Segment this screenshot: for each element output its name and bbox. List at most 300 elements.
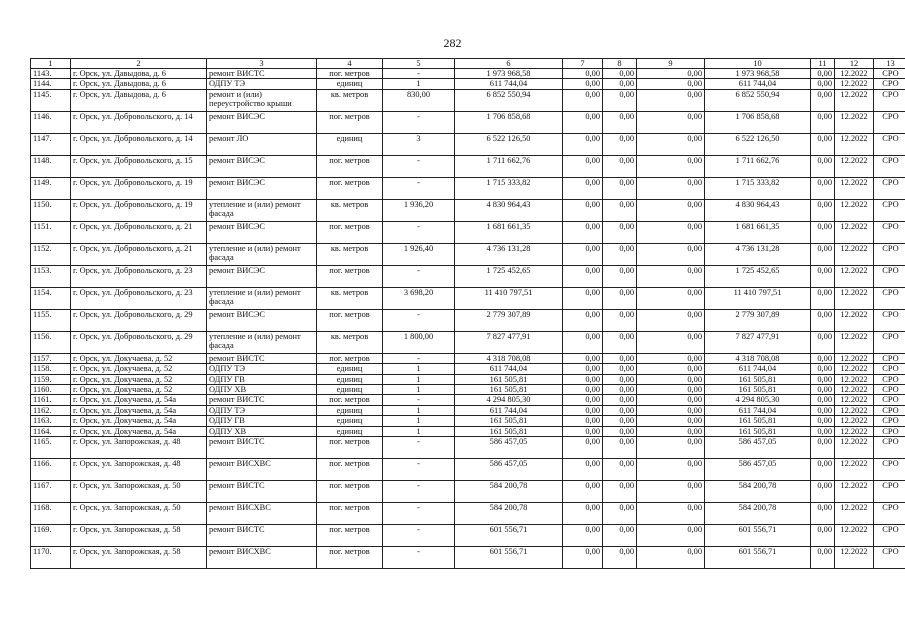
table-cell: 0,00 (563, 395, 603, 405)
table-cell: 0,00 (637, 155, 705, 177)
table-cell: ремонт и (или) переустройство крыши (207, 89, 317, 111)
table-cell: 0,00 (603, 331, 637, 353)
table-cell: ремонт ВИСЭС (207, 155, 317, 177)
header-cell: 7 (563, 59, 603, 69)
table-cell: единиц (317, 426, 383, 436)
table-cell: 0,00 (811, 177, 835, 199)
table-cell: 1143. (31, 69, 71, 79)
table-cell: 1 (383, 374, 455, 384)
table-cell: пог. метров (317, 309, 383, 331)
table-cell: СРО (874, 155, 905, 177)
table-cell: 12.2022 (835, 374, 874, 384)
table-cell: 1 (383, 385, 455, 395)
table-cell: пог. метров (317, 481, 383, 503)
table-cell: 12.2022 (835, 79, 874, 89)
table-cell: г. Орск, ул. Запорожская, д. 50 (71, 503, 207, 525)
table-cell: 4 294 805,30 (705, 395, 811, 405)
table-cell: 12.2022 (835, 199, 874, 221)
table-cell: 1161. (31, 395, 71, 405)
table-cell: ремонт ВИСЭС (207, 221, 317, 243)
table-cell: пог. метров (317, 395, 383, 405)
table-cell: 1167. (31, 481, 71, 503)
table-cell: 0,00 (563, 385, 603, 395)
table-cell: СРО (874, 111, 905, 133)
table-cell: 0,00 (603, 89, 637, 111)
table-cell: г. Орск, ул. Добровольского, д. 21 (71, 243, 207, 265)
table-cell: СРО (874, 89, 905, 111)
table-cell: 611 744,04 (455, 79, 563, 89)
table-cell: 0,00 (811, 503, 835, 525)
table-cell: 0,00 (811, 525, 835, 547)
table-row (31, 243, 905, 265)
table-cell: 0,00 (603, 503, 637, 525)
table-cell: 0,00 (637, 69, 705, 79)
table-cell: 11 410 797,51 (455, 287, 563, 309)
table-cell: 4 830 964,43 (705, 199, 811, 221)
table-cell: 586 457,05 (455, 459, 563, 481)
table-cell: 586 457,05 (705, 437, 811, 459)
table-cell: 12.2022 (835, 309, 874, 331)
table-cell: 0,00 (811, 353, 835, 363)
table-cell: 0,00 (637, 331, 705, 353)
table-cell: 12.2022 (835, 89, 874, 111)
table-cell: г. Орск, ул. Давыдова, д. 6 (71, 89, 207, 111)
table-cell: 0,00 (637, 265, 705, 287)
table-cell: 1145. (31, 89, 71, 111)
table-cell: г. Орск, ул. Запорожская, д. 50 (71, 481, 207, 503)
table-cell: 0,00 (637, 374, 705, 384)
table-cell: 161 505,81 (705, 374, 811, 384)
table-row (31, 199, 905, 221)
table-cell: ремонт ВИСТС (207, 353, 317, 363)
table-cell: 0,00 (603, 265, 637, 287)
table-cell: 0,00 (637, 395, 705, 405)
table-cell: 601 556,71 (705, 547, 811, 569)
table-cell: 1 936,20 (383, 199, 455, 221)
table-cell: ремонт ВИСТС (207, 395, 317, 405)
table-body (31, 69, 905, 569)
table-cell: 6 522 126,50 (455, 133, 563, 155)
table-cell: 0,00 (603, 287, 637, 309)
table-cell: 0,00 (811, 331, 835, 353)
table-cell: СРО (874, 287, 905, 309)
table-cell: ОДПУ ГВ (207, 416, 317, 426)
table-cell: 0,00 (811, 69, 835, 79)
table-cell: 1 (383, 79, 455, 89)
table-cell: 0,00 (637, 525, 705, 547)
table-cell: 3 (383, 133, 455, 155)
table-cell: г. Орск, ул. Запорожская, д. 58 (71, 547, 207, 569)
table-cell: 0,00 (563, 221, 603, 243)
table-cell: кв. метров (317, 89, 383, 111)
table-cell: 2 779 307,89 (455, 309, 563, 331)
table-cell: 0,00 (563, 437, 603, 459)
table-cell: 1 711 662,76 (455, 155, 563, 177)
table-cell: 0,00 (603, 133, 637, 155)
table-cell: 0,00 (603, 416, 637, 426)
table-cell: 0,00 (811, 416, 835, 426)
table-cell: 1166. (31, 459, 71, 481)
table-cell: 0,00 (603, 437, 637, 459)
table-cell: 584 200,78 (455, 503, 563, 525)
table-cell: 1 (383, 416, 455, 426)
table-cell: СРО (874, 309, 905, 331)
capital-repair-table (30, 58, 905, 569)
table-cell: 0,00 (811, 133, 835, 155)
table-cell: СРО (874, 416, 905, 426)
table-cell: - (383, 155, 455, 177)
table-cell: 1155. (31, 309, 71, 331)
table-cell: 12.2022 (835, 547, 874, 569)
table-cell: 0,00 (603, 426, 637, 436)
table-cell: пог. метров (317, 525, 383, 547)
page-number: 282 (443, 36, 462, 50)
table-cell: г. Орск, ул. Добровольского, д. 19 (71, 199, 207, 221)
table-cell: г. Орск, ул. Добровольского, д. 14 (71, 133, 207, 155)
table-cell: 0,00 (811, 395, 835, 405)
header-cell: 2 (71, 59, 207, 69)
table-row (31, 437, 905, 459)
table-cell: СРО (874, 385, 905, 395)
table-cell: кв. метров (317, 331, 383, 353)
table-row (31, 525, 905, 547)
table-row (31, 155, 905, 177)
table-cell: 11 410 797,51 (705, 287, 811, 309)
table-cell: утепление и (или) ремонт фасада (207, 243, 317, 265)
table-cell: 7 827 477,91 (705, 331, 811, 353)
table-cell: 1 725 452,65 (705, 265, 811, 287)
table-cell: 0,00 (637, 177, 705, 199)
table-cell: 1 926,40 (383, 243, 455, 265)
table-row (31, 426, 905, 436)
table-cell: 12.2022 (835, 133, 874, 155)
header-cell: 11 (811, 59, 835, 69)
table-cell: 0,00 (637, 426, 705, 436)
table-cell: 1147. (31, 133, 71, 155)
table-cell: 12.2022 (835, 111, 874, 133)
table-cell: г. Орск, ул. Докучаева, д. 54а (71, 395, 207, 405)
table-cell: 0,00 (563, 79, 603, 89)
table-cell: СРО (874, 459, 905, 481)
table-cell: 0,00 (603, 69, 637, 79)
table-cell: 586 457,05 (455, 437, 563, 459)
table-cell: г. Орск, ул. Докучаева, д. 54а (71, 405, 207, 415)
table-cell: 0,00 (637, 89, 705, 111)
table-cell: ремонт ВИСТС (207, 69, 317, 79)
header-cell: 10 (705, 59, 811, 69)
table-cell: 6 852 550,94 (705, 89, 811, 111)
table-cell: 0,00 (637, 287, 705, 309)
table-cell: 830,00 (383, 89, 455, 111)
table-cell: 1 715 333,82 (705, 177, 811, 199)
table-cell: 0,00 (563, 133, 603, 155)
table-cell: ремонт ВИСТС (207, 481, 317, 503)
table-cell: 1163. (31, 416, 71, 426)
table-cell: 0,00 (811, 199, 835, 221)
table-row (31, 481, 905, 503)
table-cell: 584 200,78 (705, 503, 811, 525)
table-cell: 0,00 (563, 364, 603, 374)
table-cell: г. Орск, ул. Запорожская, д. 48 (71, 437, 207, 459)
table-cell: 0,00 (811, 364, 835, 374)
table-cell: 1 706 858,68 (705, 111, 811, 133)
table-cell: СРО (874, 426, 905, 436)
table-cell: 0,00 (811, 111, 835, 133)
table-cell: 0,00 (811, 287, 835, 309)
table-cell: 0,00 (563, 459, 603, 481)
table-cell: СРО (874, 503, 905, 525)
table-cell: 1159. (31, 374, 71, 384)
table-cell: 1148. (31, 155, 71, 177)
table-cell: 0,00 (603, 364, 637, 374)
table-cell: СРО (874, 79, 905, 89)
table-cell: 12.2022 (835, 525, 874, 547)
table-cell: 611 744,04 (705, 79, 811, 89)
table-row (31, 364, 905, 374)
table-cell: СРО (874, 525, 905, 547)
table-cell: ремонт ВИСЭС (207, 177, 317, 199)
table-cell: 4 294 805,30 (455, 395, 563, 405)
table-cell: 1 973 968,58 (455, 69, 563, 79)
table-cell: 0,00 (637, 364, 705, 374)
table-cell: 1169. (31, 525, 71, 547)
table-cell: 1152. (31, 243, 71, 265)
table-cell: ремонт ВИСХВС (207, 459, 317, 481)
table-cell: 1 (383, 405, 455, 415)
table-cell: 0,00 (603, 353, 637, 363)
table-cell: 0,00 (811, 309, 835, 331)
table-cell: пог. метров (317, 265, 383, 287)
table-cell: единиц (317, 133, 383, 155)
table-cell: г. Орск, ул. Добровольского, д. 29 (71, 331, 207, 353)
table-cell: 1157. (31, 353, 71, 363)
table-row (31, 69, 905, 79)
table-cell: 1149. (31, 177, 71, 199)
table-cell: СРО (874, 374, 905, 384)
table-cell: пог. метров (317, 155, 383, 177)
table-cell: г. Орск, ул. Добровольского, д. 21 (71, 221, 207, 243)
table-cell: СРО (874, 177, 905, 199)
table-row (31, 385, 905, 395)
table-cell: 161 505,81 (455, 374, 563, 384)
table-cell: СРО (874, 353, 905, 363)
table-cell: 0,00 (603, 405, 637, 415)
table-cell: 0,00 (811, 374, 835, 384)
table-cell: 0,00 (811, 243, 835, 265)
table-row (31, 331, 905, 353)
table-cell: 1 681 661,35 (705, 221, 811, 243)
table-cell: ремонт ВИСЭС (207, 111, 317, 133)
table-cell: пог. метров (317, 459, 383, 481)
header-cell: 12 (835, 59, 874, 69)
table-cell: - (383, 459, 455, 481)
table-cell: - (383, 221, 455, 243)
table-row (31, 111, 905, 133)
table-cell: 0,00 (563, 309, 603, 331)
table-cell: 6 852 550,94 (455, 89, 563, 111)
table-cell: 12.2022 (835, 221, 874, 243)
header-cell: 4 (317, 59, 383, 69)
table-cell: 1165. (31, 437, 71, 459)
table-cell: пог. метров (317, 221, 383, 243)
header-cell: 6 (455, 59, 563, 69)
table-cell: утепление и (или) ремонт фасада (207, 287, 317, 309)
table-cell: СРО (874, 331, 905, 353)
table-cell: - (383, 177, 455, 199)
table-cell: - (383, 111, 455, 133)
table-cell: 4 318 708,08 (705, 353, 811, 363)
table-cell: 12.2022 (835, 405, 874, 415)
table-cell: г. Орск, ул. Добровольского, д. 23 (71, 265, 207, 287)
table-cell: кв. метров (317, 243, 383, 265)
table-cell: 161 505,81 (455, 426, 563, 436)
table-cell: единиц (317, 405, 383, 415)
table-row (31, 287, 905, 309)
table-cell: ОДПУ ТЭ (207, 79, 317, 89)
table-cell: ремонт ВИСХВС (207, 547, 317, 569)
table-cell: 161 505,81 (705, 385, 811, 395)
table-cell: 601 556,71 (705, 525, 811, 547)
table-cell: 0,00 (563, 243, 603, 265)
table-cell: 12.2022 (835, 353, 874, 363)
table-cell: ОДПУ ТЭ (207, 405, 317, 415)
table-cell: 12.2022 (835, 503, 874, 525)
table-cell: 12.2022 (835, 459, 874, 481)
table-cell: г. Орск, ул. Докучаева, д. 52 (71, 364, 207, 374)
table-cell: г. Орск, ул. Давыдова, д. 6 (71, 79, 207, 89)
table-cell: 0,00 (563, 69, 603, 79)
table-cell: ремонт ВИСХВС (207, 503, 317, 525)
table-cell: 161 505,81 (455, 385, 563, 395)
table-cell: 0,00 (603, 459, 637, 481)
table-cell: единиц (317, 385, 383, 395)
table-cell: 611 744,04 (705, 364, 811, 374)
table-cell: - (383, 437, 455, 459)
table-cell: 1168. (31, 503, 71, 525)
table-cell: 0,00 (637, 111, 705, 133)
table-cell: г. Орск, ул. Докучаева, д. 52 (71, 374, 207, 384)
header-cell: 1 (31, 59, 71, 69)
table-cell: СРО (874, 547, 905, 569)
table-cell: - (383, 353, 455, 363)
table-cell: 0,00 (563, 265, 603, 287)
table-cell: 4 736 131,28 (455, 243, 563, 265)
table-cell: г. Орск, ул. Добровольского, д. 14 (71, 111, 207, 133)
table-cell: 12.2022 (835, 426, 874, 436)
table-cell: 601 556,71 (455, 525, 563, 547)
table-cell: 4 830 964,43 (455, 199, 563, 221)
table-row (31, 353, 905, 363)
header-cell: 3 (207, 59, 317, 69)
table-cell: г. Орск, ул. Запорожская, д. 58 (71, 525, 207, 547)
table-cell: 0,00 (563, 481, 603, 503)
table-cell: 1144. (31, 79, 71, 89)
table-cell: пог. метров (317, 547, 383, 569)
table-row (31, 79, 905, 89)
table-cell: 0,00 (637, 405, 705, 415)
table-cell: 2 779 307,89 (705, 309, 811, 331)
table-cell: 0,00 (563, 405, 603, 415)
table-cell: 12.2022 (835, 481, 874, 503)
table-cell: г. Орск, ул. Добровольского, д. 19 (71, 177, 207, 199)
table-cell: 1 706 858,68 (455, 111, 563, 133)
table-cell: единиц (317, 79, 383, 89)
table-cell: г. Орск, ул. Давыдова, д. 6 (71, 69, 207, 79)
table-cell: единиц (317, 416, 383, 426)
table-cell: 0,00 (603, 221, 637, 243)
header-cell: 8 (603, 59, 637, 69)
table-cell: СРО (874, 243, 905, 265)
table-cell: СРО (874, 133, 905, 155)
table-cell: ОДПУ ХВ (207, 385, 317, 395)
table-cell: 4 318 708,08 (455, 353, 563, 363)
table-cell: СРО (874, 199, 905, 221)
table-cell: 0,00 (811, 89, 835, 111)
table-cell: 12.2022 (835, 437, 874, 459)
table-cell: 0,00 (563, 525, 603, 547)
table-cell: 0,00 (603, 547, 637, 569)
table-row (31, 459, 905, 481)
table-cell: 0,00 (603, 79, 637, 89)
table-cell: ремонт ВИСЭС (207, 309, 317, 331)
table-cell: 1 (383, 426, 455, 436)
header-cell: 5 (383, 59, 455, 69)
table-cell: - (383, 525, 455, 547)
table-cell: 0,00 (811, 437, 835, 459)
table-cell: ремонт ВИСТС (207, 525, 317, 547)
table-cell: 161 505,81 (705, 416, 811, 426)
table-cell: 0,00 (603, 385, 637, 395)
table-cell: пог. метров (317, 353, 383, 363)
table-cell: 0,00 (563, 374, 603, 384)
table-cell: 0,00 (637, 79, 705, 89)
table-cell: 611 744,04 (705, 405, 811, 415)
table-cell: 0,00 (637, 416, 705, 426)
table-cell: 601 556,71 (455, 547, 563, 569)
table-cell: 0,00 (637, 459, 705, 481)
table-cell: 1 711 662,76 (705, 155, 811, 177)
table-cell: 12.2022 (835, 177, 874, 199)
table-cell: 0,00 (603, 309, 637, 331)
table-cell: ОДПУ ТЭ (207, 364, 317, 374)
table-cell: 1164. (31, 426, 71, 436)
table-cell: 0,00 (603, 374, 637, 384)
table-cell: - (383, 395, 455, 405)
table-cell: 0,00 (811, 459, 835, 481)
table-cell: 1160. (31, 385, 71, 395)
table-cell: 0,00 (563, 426, 603, 436)
table-row (31, 395, 905, 405)
table-cell: ремонт ВИСЭС (207, 265, 317, 287)
table-cell: 611 744,04 (455, 364, 563, 374)
table-cell: 0,00 (563, 155, 603, 177)
table-cell: 1 715 333,82 (455, 177, 563, 199)
table-row (31, 221, 905, 243)
table-row (31, 265, 905, 287)
table-cell: 0,00 (811, 547, 835, 569)
table-cell: г. Орск, ул. Докучаева, д. 54а (71, 426, 207, 436)
table-cell: 0,00 (563, 416, 603, 426)
table-cell: пог. метров (317, 177, 383, 199)
table-cell: г. Орск, ул. Докучаева, д. 54а (71, 416, 207, 426)
table-row (31, 133, 905, 155)
table-cell: г. Орск, ул. Добровольского, д. 23 (71, 287, 207, 309)
table-cell: 1 681 661,35 (455, 221, 563, 243)
table-cell: - (383, 309, 455, 331)
table-cell: 611 744,04 (455, 405, 563, 415)
table-cell: 0,00 (811, 155, 835, 177)
table-cell: 3 698,20 (383, 287, 455, 309)
